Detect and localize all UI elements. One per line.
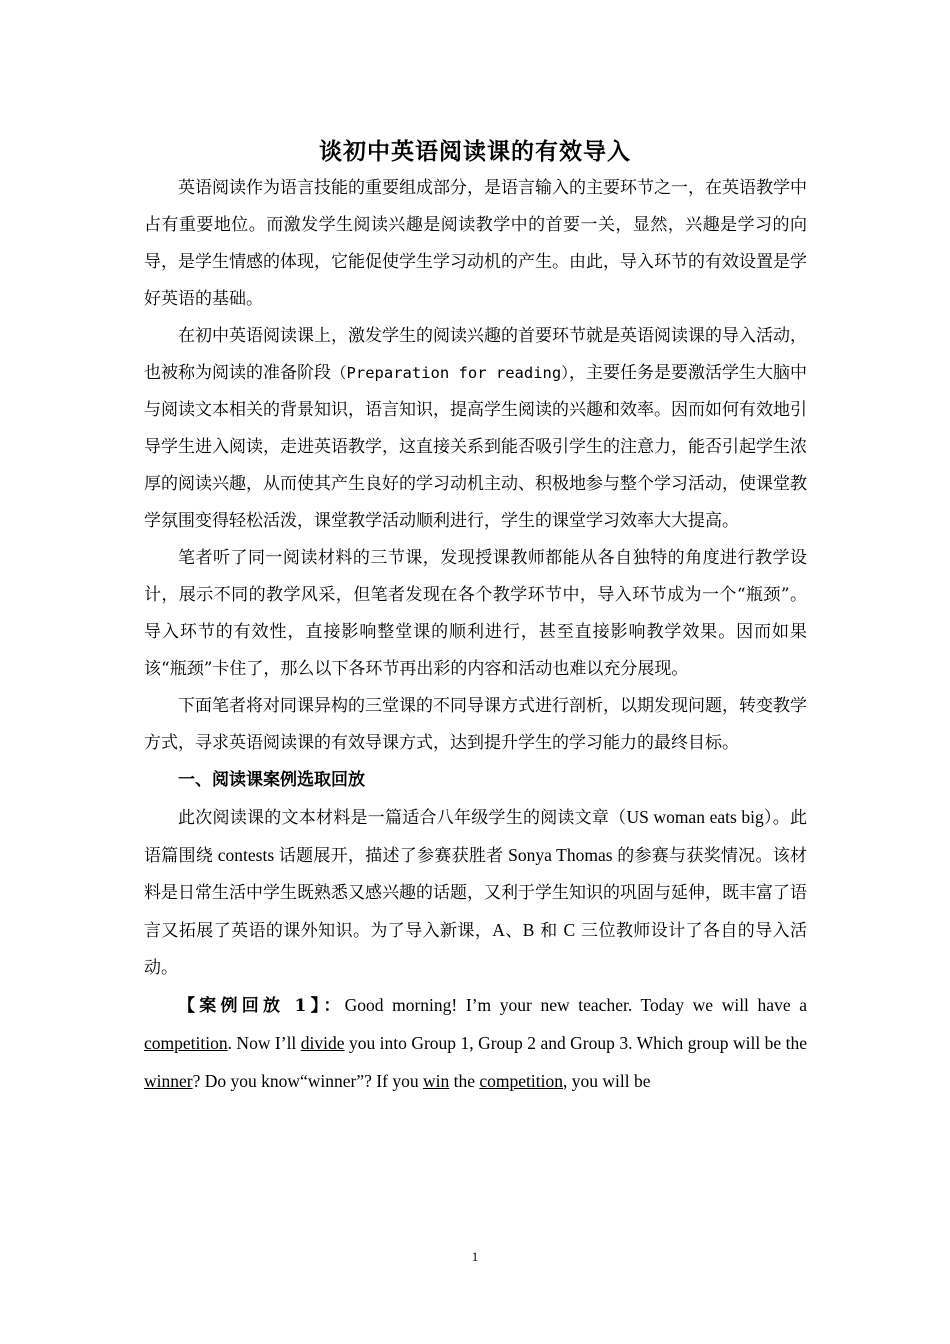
paragraph-text: 在初中英语阅读课上，激发学生的阅读兴趣的首要环节就是英语阅读课的导入活动，也被称为阅读的准备阶段 <box>144 326 807 383</box>
document-title: 谈初中英语阅读课的有效导入 <box>319 138 631 165</box>
paragraph-case-1 <box>144 987 807 1101</box>
english-word: contests <box>213 845 279 865</box>
teacher-label: B <box>522 920 535 940</box>
paragraph-material <box>144 799 807 987</box>
english-name: Sonya Thomas <box>503 845 618 865</box>
paragraph-bottleneck: 笔者听了同一阅读材料的三节课，发现授课教师都能从各自独特的角度进行教学设计，展示不同的教学风采，但笔者发现在各个教学环节中，导入环节成为一个“瓶颈”。导入环节的有效性，直接影响整堂课的顺利进行，甚至直接影响教学效果。因而如果该“瓶颈”卡住了，那么以下各环节再出彩的内容和活动也难以充分展现。 <box>144 548 807 679</box>
underlined-word: winner <box>144 1071 193 1091</box>
paragraph-analysis: 下面笔者将对同课异构的三堂课的不同导课方式进行剖析，以期发现问题，转变教学方式，寻求英语阅读课的有效导课方式，达到提升学生的学习能力的最终目标。 <box>144 696 807 753</box>
case-label: 【案例回放 1】： <box>178 996 345 1016</box>
paragraph-text: ，主要任务是要激活学生大脑中与阅读文本相关的背景知识，语言知识，提高学生阅读的兴趣和效率。因而如何有效地引导学生进入阅读，走进英语教学，这直接关系到能否吸引学生的注意力，能否引起学生浓厚的阅读兴趣，从而使其产生良好的学习动机主动、积极地参与整个学习活动，使课堂教学氛围变得轻松活泼，课堂教学活动顺利进行，学生的课堂学习效率大大提高。 <box>144 363 808 531</box>
case-text: ? Do you know“winner”? If you <box>192 1071 423 1091</box>
paragraph-text: 、 <box>504 921 523 941</box>
paragraph-preparation <box>144 318 807 540</box>
case-text: Good morning! I’m your new teacher. Today we will have a <box>344 995 807 1015</box>
teacher-label: C <box>563 920 576 940</box>
underlined-word: win <box>422 1071 450 1091</box>
document-body <box>144 170 807 1101</box>
case-text: , you will be <box>562 1071 651 1091</box>
paragraph-text: 三位教师设计了各自的导入活动。 <box>144 921 808 978</box>
page-number: 1 <box>471 1249 479 1264</box>
case-text: the <box>449 1071 480 1091</box>
paragraph-text: ）。此语篇围绕 <box>144 808 808 866</box>
paragraph-text: 和 <box>534 921 564 941</box>
case-text: you into Group 1, Group 2 and Group 3. Which group will be the <box>344 1033 807 1053</box>
case-text: . Now I’ll <box>227 1033 301 1053</box>
underlined-word: competition <box>144 1033 228 1053</box>
underlined-word: competition <box>479 1071 563 1091</box>
section-heading: 一、阅读课案例选取回放 <box>178 770 365 790</box>
underlined-word: divide <box>300 1033 345 1053</box>
paragraph-text: 此次阅读课的文本材料是一篇适合八年级学生的阅读文章（ <box>178 808 627 828</box>
article-title: US woman eats big <box>626 807 764 827</box>
teacher-label: A <box>492 920 505 940</box>
paragraph-text: 话题展开，描述了参赛获胜者 <box>278 846 504 866</box>
paragraph-text: 的参赛与获奖情况。该材料是日常生活中学生既熟悉又感兴趣的话题，又利于学生知识的巩固与延伸，既丰富了语言又拓展了英语的课外知识。为了导入新课， <box>144 846 808 941</box>
paragraph-english-term: （Preparation for reading） <box>331 364 569 382</box>
paragraph-intro: 英语阅读作为语言技能的重要组成部分，是语言输入的主要环节之一，在英语教学中占有重要地位。而激发学生阅读兴趣是阅读教学中的首要一关，显然，兴趣是学习的向导，是学生情感的体现，它能促使学生学习动机的产生。由此，导入环节的有效设置是学好英语的基础。 <box>144 178 807 309</box>
